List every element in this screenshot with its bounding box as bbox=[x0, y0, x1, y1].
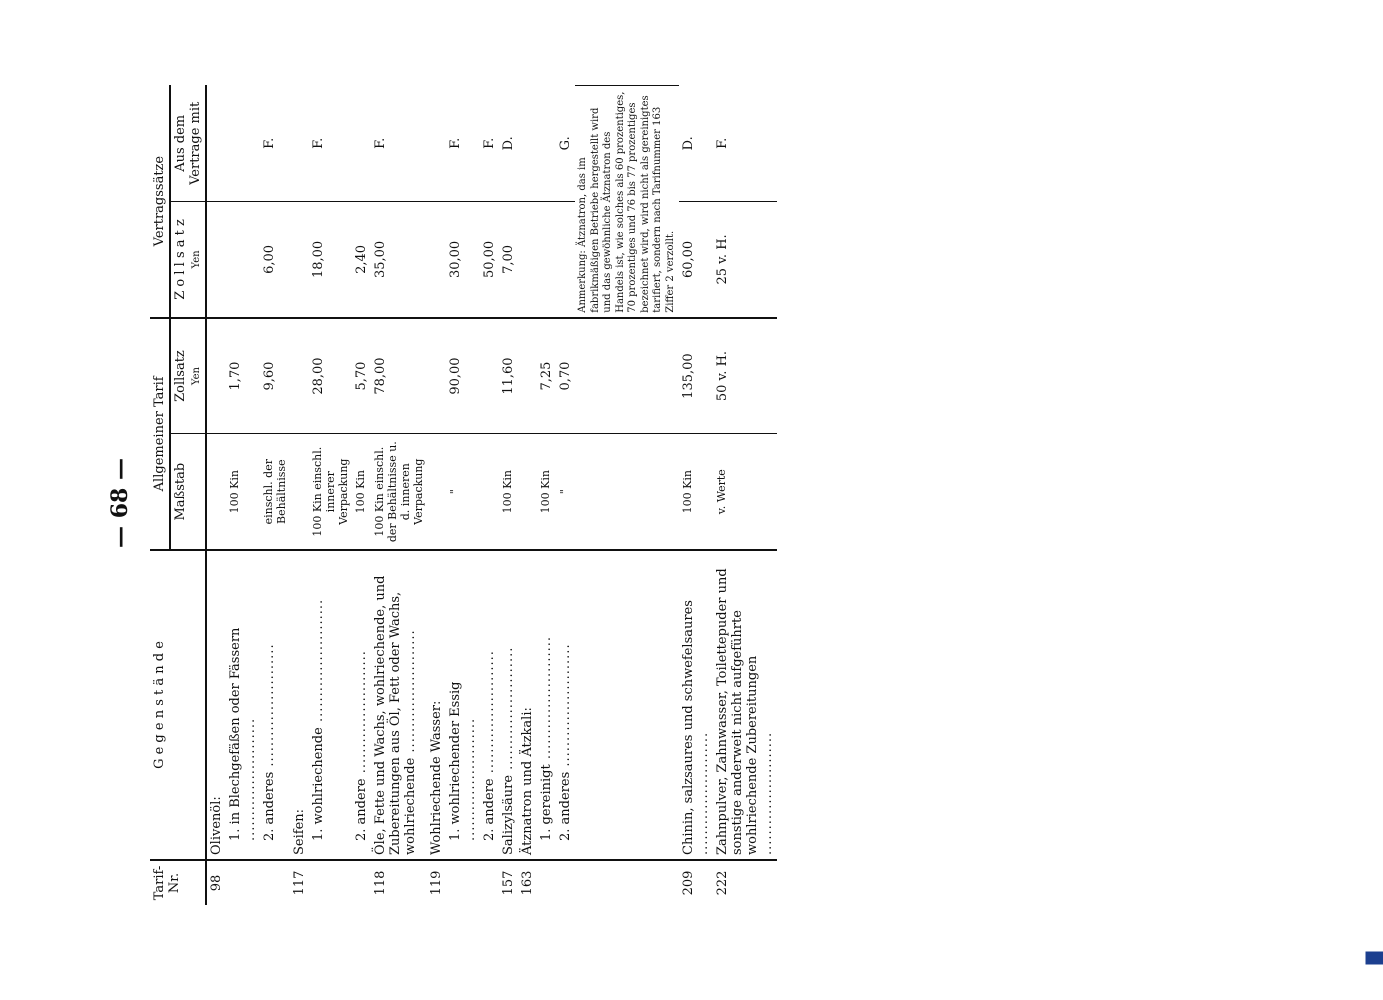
table-body bbox=[206, 86, 777, 906]
item-title: Öle, Fette und Wachs, wohlriechende, und Zubereitungen aus Öl, Fett oder Wachs, wohlriechende ..... bbox=[371, 550, 427, 860]
zollsatz-cell: 28,00 bbox=[309, 318, 352, 434]
vertrag-zollsatz-cell bbox=[226, 202, 260, 318]
massstab-cell: 100 Kin bbox=[537, 434, 556, 550]
table-header bbox=[150, 86, 206, 906]
table-row bbox=[206, 86, 226, 906]
vertrag-zollsatz-cell: 25 v. H. bbox=[713, 202, 777, 318]
table-row bbox=[352, 86, 371, 906]
sub-item-label: 1. wohlriechende ..... bbox=[309, 550, 352, 860]
table-row bbox=[309, 86, 352, 906]
table-row bbox=[713, 86, 777, 906]
massstab-cell: einschl. der Behältnisse bbox=[260, 434, 290, 550]
dfg-logo bbox=[1366, 952, 1383, 965]
table-row bbox=[371, 86, 427, 906]
header-aus-dem-vertrage: Aus dem Vertrage mit bbox=[170, 86, 206, 202]
massstab-cell: v. Werte bbox=[713, 434, 777, 550]
zollsatz-cell: 50 v. H. bbox=[713, 318, 777, 434]
zollsatz-cell: 90,00 bbox=[446, 318, 480, 434]
massstab-cell bbox=[480, 434, 499, 550]
zollsatz-cell: 5,70 bbox=[352, 318, 371, 434]
empty-cell bbox=[309, 860, 352, 905]
sub-item-label: 1. in Blechgefäßen oder Fässern ..... bbox=[226, 550, 260, 860]
empty-cell bbox=[537, 860, 556, 905]
vertrag-land-cell: F. bbox=[715, 137, 730, 149]
tarif-number: 222 bbox=[713, 860, 777, 905]
empty-cell bbox=[206, 86, 226, 202]
vertrag-land-cell: F. bbox=[373, 137, 388, 149]
vertrag-land-cell: G. bbox=[558, 136, 573, 151]
empty-cell bbox=[518, 434, 537, 550]
zollsatz-cell: 135,00 bbox=[679, 318, 713, 434]
empty-cell bbox=[290, 434, 309, 550]
empty-cell bbox=[427, 202, 446, 318]
table-row bbox=[679, 86, 713, 906]
table-row bbox=[290, 86, 309, 906]
massstab-cell: 100 Kin bbox=[352, 434, 371, 550]
annotation-note: Anmerkung: Ätznatron, das im fabrikmäßigen Betriebe hergestellt wird und das gewöhnliche Ätznatron des Handels ist, wie solches als 60 prozentiges, 70 prozentiges und 76 bis 77 prozentiges bezeichnet wird, wird nicht als gereinigtes tarifiert, sondern nach Tarifnummer 163 Ziffer 2 verzollt. bbox=[575, 86, 679, 318]
tarif-number: 117 bbox=[290, 860, 309, 905]
empty-cell bbox=[518, 318, 537, 434]
header-allgemeiner-tarif: Allgemeiner Tarif bbox=[150, 318, 170, 550]
vertrag-land-cell: D. bbox=[501, 136, 516, 151]
header-tarif-nr: Tarif- Nr. bbox=[150, 860, 206, 905]
vertrag-land-cell: F. bbox=[448, 137, 463, 149]
empty-cell bbox=[206, 318, 226, 434]
tariff-table bbox=[150, 85, 777, 905]
item-title: Zahnpulver, Zahnwasser, Toilettepuder und sonstige anderweit nicht aufgeführte wohlriechende Zubereitungen ..... bbox=[713, 550, 777, 860]
tarif-number: 119 bbox=[427, 860, 446, 905]
table-row bbox=[556, 86, 575, 906]
item-title: Seifen: bbox=[290, 550, 309, 860]
vertrag-land-cell: F. bbox=[311, 137, 326, 149]
sub-item-label: 1. wohlriechender Essig ..... bbox=[446, 550, 480, 860]
item-title: Wohlriechende Wasser: bbox=[427, 550, 446, 860]
empty-cell bbox=[575, 550, 679, 860]
table-row bbox=[575, 86, 679, 906]
empty-cell bbox=[427, 318, 446, 434]
sub-item-label: 2. anderes ..... bbox=[260, 550, 290, 860]
empty-cell bbox=[575, 860, 679, 905]
table-row bbox=[446, 86, 480, 906]
vertrag-zollsatz-cell: 35,00 bbox=[371, 202, 427, 318]
massstab-cell: 100 Kin bbox=[679, 434, 713, 550]
zollsatz-cell: 11,60 bbox=[499, 318, 518, 434]
vertrag-zollsatz-cell bbox=[537, 202, 556, 318]
item-title: Chinin, salzsaures und schwefelsaures ..... bbox=[679, 550, 713, 860]
massstab-cell: 100 Kin bbox=[499, 434, 518, 550]
vertrag-land-cell bbox=[537, 86, 556, 202]
sub-item-label: 2. andere ..... bbox=[480, 550, 499, 860]
tariff-table-rotated bbox=[150, 85, 1250, 905]
item-title: Olivenöl: bbox=[206, 550, 226, 860]
vertrag-zollsatz-cell: 60,00 bbox=[679, 202, 713, 318]
table-row bbox=[518, 86, 537, 906]
zollsatz-cell: 78,00 bbox=[371, 318, 427, 434]
empty-cell bbox=[575, 318, 679, 434]
header-vertrag-unit: Yen bbox=[191, 250, 202, 269]
vertrag-land-cell bbox=[352, 86, 371, 202]
zollsatz-cell: 0,70 bbox=[556, 318, 575, 434]
page-number-text: — 68 — bbox=[107, 458, 133, 548]
header-zollsatz: Zollsatz Yen bbox=[170, 318, 206, 434]
massstab-cell: " bbox=[556, 434, 575, 550]
massstab-cell: 100 Kin bbox=[226, 434, 260, 550]
header-vertragssaetze: Vertragssätze bbox=[150, 86, 170, 318]
digitization-credit bbox=[1362, 5, 1382, 995]
empty-cell bbox=[290, 86, 309, 202]
vertrag-zollsatz-cell: 50,00 bbox=[480, 202, 499, 318]
tarif-number: 157 bbox=[499, 860, 518, 905]
tarif-number: 98 bbox=[206, 860, 226, 905]
tarif-number: 209 bbox=[679, 860, 713, 905]
table-row bbox=[499, 86, 518, 906]
massstab-cell: " bbox=[446, 434, 480, 550]
zollsatz-cell bbox=[480, 318, 499, 434]
header-massstab: Maßstab bbox=[170, 434, 206, 550]
table-row bbox=[537, 86, 556, 906]
zollsatz-cell: 7,25 bbox=[537, 318, 556, 434]
empty-cell bbox=[206, 202, 226, 318]
empty-cell bbox=[260, 860, 290, 905]
vertrag-land-cell bbox=[226, 86, 260, 202]
empty-cell bbox=[226, 860, 260, 905]
zollsatz-cell: 9,60 bbox=[260, 318, 290, 434]
vertrag-zollsatz-cell: 30,00 bbox=[446, 202, 480, 318]
zollsatz-cell: 1,70 bbox=[226, 318, 260, 434]
sub-item-label: 1. gereinigt ..... bbox=[537, 550, 556, 860]
empty-cell bbox=[290, 202, 309, 318]
empty-cell bbox=[575, 434, 679, 550]
vertrag-zollsatz-cell: 6,00 bbox=[260, 202, 290, 318]
vertrag-land-cell: F. bbox=[482, 137, 497, 149]
table-row bbox=[427, 86, 446, 906]
empty-cell bbox=[518, 202, 537, 318]
massstab-cell: 100 Kin einschl. innerer Verpackung bbox=[309, 434, 352, 550]
header-gegenstaende: G e g e n s t ä n d e bbox=[150, 550, 206, 860]
empty-cell bbox=[290, 318, 309, 434]
tarif-number: 118 bbox=[371, 860, 427, 905]
vertrag-zollsatz-cell bbox=[556, 202, 575, 318]
table-row bbox=[226, 86, 260, 906]
sub-item-label: 2. andere ..... bbox=[352, 550, 371, 860]
vertrag-zollsatz-cell: 18,00 bbox=[309, 202, 352, 318]
vertrag-land-cell: D. bbox=[681, 136, 696, 151]
empty-cell bbox=[480, 860, 499, 905]
header-vertrag-zollsatz: Z o l l s a t z Yen bbox=[170, 202, 206, 318]
item-title: Ätznatron und Ätzkali: bbox=[518, 550, 537, 860]
empty-cell bbox=[206, 434, 226, 550]
empty-cell bbox=[427, 434, 446, 550]
vertrag-zollsatz-cell: 2,40 bbox=[352, 202, 371, 318]
header-zollsatz-unit: Yen bbox=[191, 367, 202, 386]
empty-cell bbox=[556, 860, 575, 905]
massstab-cell: 100 Kin einschl. der Behältnisse u. d. inneren Verpackung bbox=[371, 434, 427, 550]
vertrag-zollsatz-cell: 7,00 bbox=[499, 202, 518, 318]
empty-cell bbox=[352, 860, 371, 905]
empty-cell bbox=[427, 86, 446, 202]
table-row bbox=[480, 86, 499, 906]
vertrag-land-cell: F. bbox=[262, 137, 277, 149]
sub-item-label: 2. anderes ..... bbox=[556, 550, 575, 860]
tarif-number: 163 bbox=[518, 860, 537, 905]
empty-cell bbox=[518, 86, 537, 202]
page-number bbox=[100, 420, 140, 580]
empty-cell bbox=[446, 860, 480, 905]
table-row bbox=[260, 86, 290, 906]
item-title: Salizylsäure ..... bbox=[499, 550, 518, 860]
